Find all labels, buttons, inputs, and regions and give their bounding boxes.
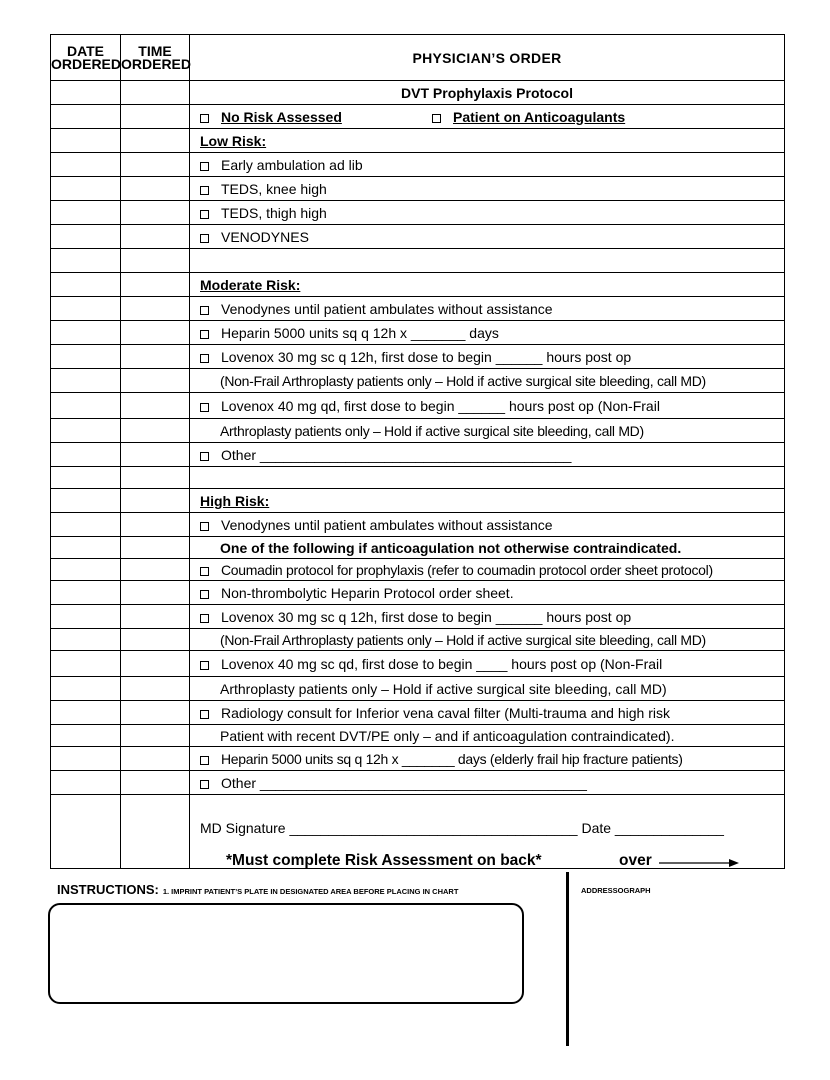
time-ordered-header: TIME ORDERED bbox=[121, 35, 190, 81]
moderate-risk-item: Venodynes until patient ambulates without assistance bbox=[190, 297, 785, 321]
checkbox[interactable] bbox=[200, 452, 209, 461]
instructions: INSTRUCTIONS: 1. IMPRINT PATIENT’S PLATE IN DESIGNATED AREA BEFORE PLACING IN CHART bbox=[57, 882, 459, 897]
checkbox[interactable] bbox=[200, 614, 209, 623]
high-risk-item: Venodynes until patient ambulates without assistance bbox=[190, 513, 785, 537]
checkbox[interactable] bbox=[200, 403, 209, 412]
moderate-risk-item: Heparin 5000 units sq q 12h x _______ days bbox=[190, 321, 785, 345]
checkbox[interactable] bbox=[200, 522, 209, 531]
checkbox[interactable] bbox=[200, 162, 209, 171]
moderate-risk-item: Lovenox 30 mg sc q 12h, first dose to begin ______ hours post op bbox=[190, 345, 785, 369]
addressograph-label: ADDRESSOGRAPH bbox=[581, 886, 651, 895]
page-title: PHYSICIAN’S ORDER bbox=[190, 35, 785, 81]
low-risk-item: Early ambulation ad lib bbox=[190, 153, 785, 177]
must-complete-note: *Must complete Risk Assessment on back* bbox=[226, 852, 542, 869]
checkbox[interactable] bbox=[200, 590, 209, 599]
imprint-area bbox=[48, 903, 524, 1004]
md-signature-line[interactable]: MD Signature _____________________________________ Date ______________ bbox=[200, 820, 724, 836]
moderate-risk-note: Arthroplasty patients only – Hold if active surgical site bleeding, call MD) bbox=[190, 419, 785, 443]
moderate-risk-heading: Moderate Risk: bbox=[190, 273, 785, 297]
high-risk-note: Arthroplasty patients only – Hold if active surgical site bleeding, call MD) bbox=[190, 677, 785, 701]
high-risk-item: Coumadin protocol for prophylaxis (refer to coumadin protocol order sheet protocol) bbox=[190, 559, 785, 581]
high-risk-note: Patient with recent DVT/PE only – and if anticoagulation contraindicated). bbox=[190, 725, 785, 747]
high-risk-item: Lovenox 30 mg sc q 12h, first dose to begin ______ hours post op bbox=[190, 605, 785, 629]
checkbox[interactable] bbox=[200, 710, 209, 719]
checkbox[interactable] bbox=[200, 330, 209, 339]
high-risk-bold-note: One of the following if anticoagulation not otherwise contraindicated. bbox=[190, 537, 785, 559]
order-form-table bbox=[50, 34, 785, 869]
low-risk-item: TEDS, thigh high bbox=[190, 201, 785, 225]
no-risk-label: No Risk Assessed bbox=[221, 108, 342, 125]
date-ordered-header: DATE ORDERED bbox=[51, 35, 121, 81]
signature-section bbox=[190, 795, 785, 869]
high-risk-item: Lovenox 40 mg sc qd, first dose to begin ____ hours post op (Non-Frail bbox=[190, 651, 785, 677]
checkbox[interactable] bbox=[200, 354, 209, 363]
high-risk-other: Other __________________________________________ bbox=[190, 771, 785, 795]
high-risk-heading: High Risk: bbox=[190, 489, 785, 513]
high-risk-note: (Non-Frail Arthroplasty patients only – Hold if active surgical site bleeding, call MD) bbox=[190, 629, 785, 651]
low-risk-item: VENODYNES bbox=[190, 225, 785, 249]
checkbox[interactable] bbox=[200, 234, 209, 243]
moderate-risk-item: Lovenox 40 mg qd, first dose to begin ______ hours post op (Non-Frail bbox=[190, 393, 785, 419]
checkbox[interactable] bbox=[200, 661, 209, 670]
high-risk-item: Heparin 5000 units sq q 12h x _______ days (elderly frail hip fracture patients) bbox=[190, 747, 785, 771]
no-risk-checkbox[interactable] bbox=[200, 114, 209, 123]
moderate-risk-other: Other ________________________________________ bbox=[190, 443, 785, 467]
over-label: over bbox=[619, 852, 652, 869]
page-subtitle: DVT Prophylaxis Protocol bbox=[190, 81, 785, 105]
checkbox[interactable] bbox=[200, 756, 209, 765]
low-risk-item: TEDS, knee high bbox=[190, 177, 785, 201]
checkbox[interactable] bbox=[200, 780, 209, 789]
anticoag-checkbox[interactable] bbox=[432, 114, 441, 123]
low-risk-heading: Low Risk: bbox=[190, 129, 785, 153]
high-risk-item: Non-thrombolytic Heparin Protocol order sheet. bbox=[190, 581, 785, 605]
checkbox[interactable] bbox=[200, 567, 209, 576]
moderate-risk-note: (Non-Frail Arthroplasty patients only – Hold if active surgical site bleeding, call MD) bbox=[190, 369, 785, 393]
arrow-right-icon bbox=[659, 858, 739, 868]
divider-line bbox=[566, 872, 569, 1046]
checkbox[interactable] bbox=[200, 186, 209, 195]
high-risk-item: Radiology consult for Inferior vena caval filter (Multi-trauma and high risk bbox=[190, 701, 785, 725]
anticoag-label: Patient on Anticoagulants bbox=[453, 108, 626, 125]
checkbox[interactable] bbox=[200, 210, 209, 219]
checkbox[interactable] bbox=[200, 306, 209, 315]
